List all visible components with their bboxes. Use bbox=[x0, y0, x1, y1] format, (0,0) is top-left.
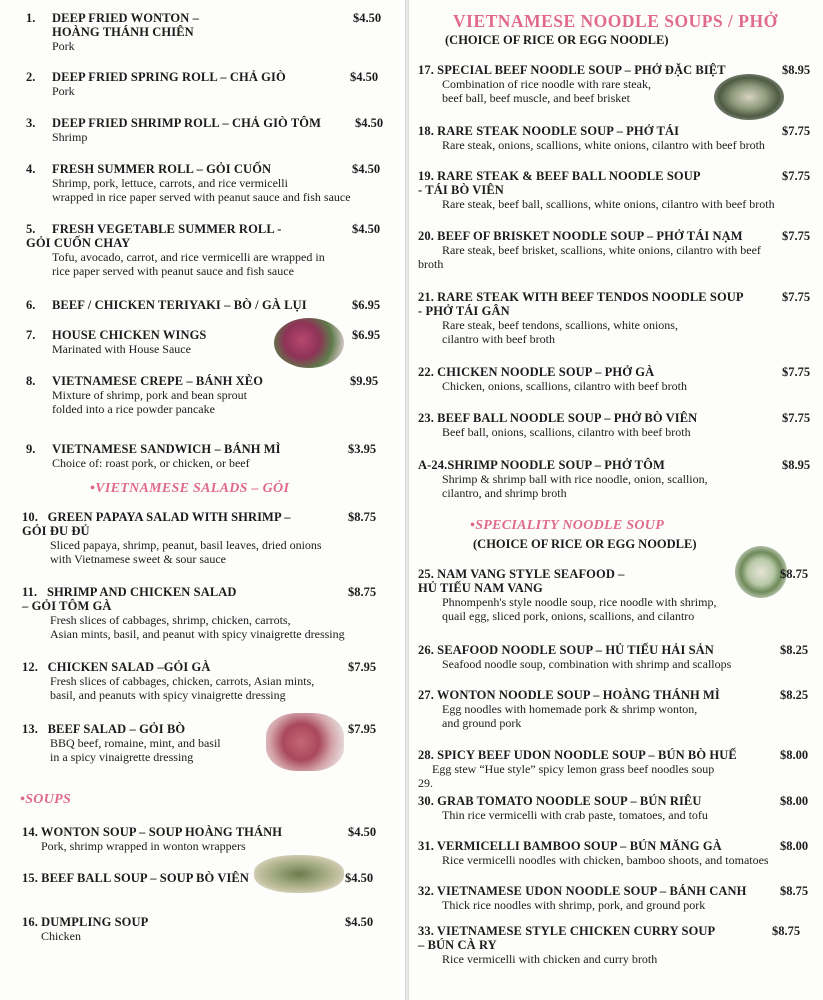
item-price: $8.75 bbox=[348, 585, 377, 599]
menu-item bbox=[418, 290, 788, 346]
item-description: Shrimp bbox=[52, 130, 88, 144]
menu-item bbox=[418, 567, 788, 623]
item-number: 9. bbox=[26, 442, 36, 456]
menu-item bbox=[418, 839, 823, 867]
item-title: BEEF SALAD – GỎI BÒ bbox=[47, 722, 186, 736]
menu-item bbox=[52, 116, 352, 144]
item-description: Rare steak, onions, scallions, white onions, cilantro with beef broth bbox=[442, 138, 765, 152]
item-title: 33. VIETNAMESE STYLE CHICKEN CURRY SOUP bbox=[418, 924, 716, 938]
item-description: and ground pork bbox=[442, 716, 522, 730]
item-description: rice paper served with peanut sauce and fish sauce bbox=[52, 264, 294, 278]
item-number-29: 29. bbox=[418, 776, 433, 790]
item-title: GREEN PAPAYA SALAD WITH SHRIMP – bbox=[47, 510, 291, 524]
menu-item bbox=[418, 411, 788, 439]
menu-item bbox=[22, 510, 352, 566]
menu-item bbox=[22, 660, 392, 702]
item-description: BBQ beef, romaine, mint, and basil bbox=[50, 736, 221, 750]
item-description: Pork bbox=[52, 84, 75, 98]
item-description: Rare steak, beef brisket, scallions, white onions, cilantro with beef bbox=[442, 243, 761, 257]
item-title-vn: – GỎI TÔM GÀ bbox=[22, 599, 112, 613]
item-number: 13. bbox=[22, 722, 38, 736]
menu-item bbox=[52, 162, 392, 204]
menu-item bbox=[22, 722, 272, 764]
item-description: Shrimp, pork, lettuce, carrots, and rice vermicelli bbox=[52, 176, 288, 190]
item-description: Thin rice vermicelli with crab paste, tomatoes, and tofu bbox=[442, 808, 708, 822]
item-title: 23. BEEF BALL NOODLE SOUP – PHỞ BÒ VIÊN bbox=[418, 411, 698, 425]
menu-item bbox=[52, 374, 342, 416]
item-title: 19. RARE STEAK & BEEF BALL NOODLE SOUP bbox=[418, 169, 701, 183]
item-description: broth bbox=[418, 257, 444, 271]
item-number: 2. bbox=[26, 70, 36, 84]
menu-item bbox=[52, 11, 342, 53]
item-description: Fresh slices of cabbages, chicken, carrots, Asian mints, bbox=[50, 674, 315, 688]
item-title: 32. VIETNAMESE UDON NOODLE SOUP – BÁNH CANH bbox=[418, 884, 747, 898]
item-title-vn: – BÚN CÀ RY bbox=[418, 938, 497, 952]
item-price: $4.50 bbox=[345, 915, 374, 929]
item-title: DEEP FRIED WONTON – bbox=[52, 11, 199, 25]
item-description: with Vietnamese sweet & sour sauce bbox=[50, 552, 227, 566]
item-price: $8.95 bbox=[782, 63, 811, 77]
pho-choice-note: (CHOICE OF RICE OR EGG NOODLE) bbox=[445, 33, 669, 47]
item-title-vn: - TÁI BÒ VIÊN bbox=[418, 183, 504, 197]
menu-item bbox=[22, 585, 392, 641]
item-description: Rare steak, beef tendons, scallions, white onions, bbox=[442, 318, 678, 332]
item-description: Seafood noodle soup, combination with shrimp and scallops bbox=[442, 657, 732, 671]
item-title: FRESH VEGETABLE SUMMER ROLL - bbox=[52, 222, 282, 236]
menu-item bbox=[418, 794, 788, 822]
item-description: Choice of: roast pork, or chicken, or beef bbox=[52, 456, 250, 470]
item-number: 4. bbox=[26, 162, 36, 176]
menu-item bbox=[418, 924, 788, 966]
item-description: Pork, shrimp wrapped in wonton wrappers bbox=[41, 839, 246, 853]
item-description: Asian mints, basil, and peanut with spicy vinaigrette dressing bbox=[50, 627, 345, 641]
item-description: cilantro with beef broth bbox=[442, 332, 555, 346]
item-description: Mixture of shrimp, pork and bean sprout bbox=[52, 388, 247, 402]
item-title: DEEP FRIED SHRIMP ROLL – CHẢ GIÒ TÔM bbox=[52, 116, 322, 130]
item-number: 10. bbox=[22, 510, 38, 524]
menu-item bbox=[26, 222, 392, 278]
item-title: 16. DUMPLING SOUP bbox=[22, 915, 149, 929]
item-title: VIETNAMESE CREPE – BÁNH XÈO bbox=[52, 374, 264, 388]
item-description: cilantro, and shrimp broth bbox=[442, 486, 567, 500]
item-number: 6. bbox=[26, 298, 36, 312]
item-description: Tofu, avocado, carrot, and rice vermicelli are wrapped in bbox=[52, 250, 325, 264]
item-price: $9.95 bbox=[350, 374, 379, 388]
menu-item bbox=[22, 825, 352, 853]
column-divider bbox=[405, 0, 409, 1000]
item-description: Phnompenh's style noodle soup, rice noodle with shrimp, bbox=[442, 595, 717, 609]
menu-item bbox=[52, 442, 342, 470]
item-title: SHRIMP AND CHICKEN SALAD bbox=[46, 585, 237, 599]
item-price: $8.25 bbox=[780, 643, 809, 657]
salads-section-heading: •VIETNAMESE SALADS – GỎI bbox=[90, 481, 290, 496]
item-title: 14. WONTON SOUP – SOUP HOÀNG THÁNH bbox=[22, 825, 283, 839]
item-description: Marinated with House Sauce bbox=[52, 342, 191, 356]
menu-item bbox=[418, 688, 788, 730]
item-description: Sliced papaya, shrimp, peanut, basil leaves, dried onions bbox=[50, 538, 322, 552]
soups-section-heading: •SOUPS bbox=[20, 792, 72, 807]
item-price: $4.50 bbox=[355, 116, 384, 130]
item-price: $7.75 bbox=[782, 229, 811, 243]
item-price: $7.75 bbox=[782, 169, 811, 183]
item-price: $8.75 bbox=[780, 884, 809, 898]
menu-item bbox=[52, 70, 342, 98]
beef-salad-photo bbox=[266, 713, 344, 771]
item-title-vn: HỦ TIẾU NAM VANG bbox=[418, 581, 543, 595]
item-description: Egg stew “Hue style” spicy lemon grass beef noodles soup bbox=[432, 762, 715, 776]
menu-item bbox=[418, 458, 788, 500]
item-price: $8.00 bbox=[780, 839, 809, 853]
pho-banner: VIETNAMESE NOODLE SOUPS / PHỞ bbox=[453, 11, 778, 31]
menu-item bbox=[418, 124, 818, 152]
item-price: $8.00 bbox=[780, 748, 809, 762]
item-title: 30. GRAB TOMATO NOODLE SOUP – BÚN RIÊU bbox=[418, 794, 702, 808]
item-description: folded into a rice powder pancake bbox=[52, 402, 215, 416]
item-price: $7.95 bbox=[348, 722, 377, 736]
item-description: Rice vermicelli with chicken and curry broth bbox=[442, 952, 658, 966]
item-price: $4.50 bbox=[352, 222, 381, 236]
item-price: $4.50 bbox=[348, 825, 377, 839]
beef-ball-soup-photo bbox=[254, 855, 344, 893]
item-price: $7.95 bbox=[348, 660, 377, 674]
item-price: $4.50 bbox=[353, 11, 382, 25]
item-number: 1. bbox=[26, 11, 36, 25]
menu-item bbox=[52, 298, 352, 312]
left-column bbox=[0, 0, 405, 1000]
item-description: Combination of rice noodle with rare steak, bbox=[442, 77, 651, 91]
item-price: $4.50 bbox=[345, 871, 374, 885]
item-price: $7.75 bbox=[782, 290, 811, 304]
item-description: Fresh slices of cabbages, shrimp, chicken, carrots, bbox=[50, 613, 291, 627]
item-title-vn: GỎI ĐU ĐỦ bbox=[22, 524, 90, 538]
item-description: Egg noodles with homemade pork & shrimp wonton, bbox=[442, 702, 698, 716]
item-title: DEEP FRIED SPRING ROLL – CHẢ GIÒ bbox=[52, 70, 286, 84]
item-description: Shrimp & shrimp ball with rice noodle, onion, scallion, bbox=[442, 472, 708, 486]
item-price: $8.25 bbox=[780, 688, 809, 702]
item-price: $8.75 bbox=[780, 567, 809, 581]
right-column bbox=[410, 0, 823, 1000]
chicken-wings-photo bbox=[274, 318, 344, 368]
item-description: Thick rice noodles with shrimp, pork, and ground pork bbox=[442, 898, 706, 912]
menu-item bbox=[418, 365, 788, 393]
item-price: $4.50 bbox=[352, 162, 381, 176]
item-description: in a spicy vinaigrette dressing bbox=[50, 750, 194, 764]
item-title: 25. NAM VANG STYLE SEAFOOD – bbox=[418, 567, 625, 581]
item-number: 7. bbox=[26, 328, 36, 342]
menu-item bbox=[418, 229, 818, 271]
item-description: Rice vermicelli noodles with chicken, bamboo shoots, and tomatoes bbox=[442, 853, 769, 867]
item-description: Rare steak, beef ball, scallions, white onions, cilantro with beef broth bbox=[442, 197, 775, 211]
item-title: 27. WONTON NOODLE SOUP – HOÀNG THÁNH MÌ bbox=[418, 688, 720, 702]
item-price: $7.75 bbox=[782, 365, 811, 379]
item-number: 12. bbox=[22, 660, 38, 674]
item-price: $4.50 bbox=[350, 70, 379, 84]
item-description: quail egg, sliced pork, onions, scallions, and cilantro bbox=[442, 609, 695, 623]
item-description: wrapped in rice paper served with peanut sauce and fish sauce bbox=[52, 190, 351, 204]
item-title: VIETNAMESE SANDWICH – BÁNH MÌ bbox=[52, 442, 281, 456]
item-title: HOUSE CHICKEN WINGS bbox=[52, 328, 207, 342]
item-title: 22. CHICKEN NOODLE SOUP – PHỞ GÀ bbox=[418, 365, 655, 379]
item-description: Chicken, onions, scallions, cilantro with beef broth bbox=[442, 379, 687, 393]
special-pho-photo bbox=[714, 74, 784, 120]
item-number: 5. bbox=[26, 222, 36, 236]
speciality-section-heading: •SPECIALITY NOODLE SOUP bbox=[470, 518, 665, 533]
item-title: 21. RARE STEAK WITH BEEF TENDOS NOODLE SOUP bbox=[418, 290, 744, 304]
item-title: A-24.SHRIMP NOODLE SOUP – PHỞ TÔM bbox=[418, 458, 665, 472]
item-price: $7.75 bbox=[782, 124, 811, 138]
menu-item bbox=[22, 915, 322, 943]
item-number: 3. bbox=[26, 116, 36, 130]
item-title-vn: HOÀNG THÁNH CHIÊN bbox=[52, 25, 194, 39]
item-title: 15. BEEF BALL SOUP – SOUP BÒ VIÊN bbox=[22, 871, 249, 885]
item-title: 26. SEAFOOD NOODLE SOUP – HỦ TIẾU HẢI SẢN bbox=[418, 643, 714, 657]
item-price: $3.95 bbox=[348, 442, 377, 456]
item-title: 28. SPICY BEEF UDON NOODLE SOUP – BÚN BÒ HUẾ bbox=[418, 748, 737, 762]
item-description: basil, and peanuts with spicy vinaigrette dressing bbox=[50, 688, 286, 702]
menu-item bbox=[418, 884, 788, 912]
item-price: $7.75 bbox=[782, 411, 811, 425]
speciality-choice-note: (CHOICE OF RICE OR EGG NOODLE) bbox=[473, 537, 697, 551]
item-title: 17. SPECIAL BEEF NOODLE SOUP – PHỞ ĐẶC BIỆT bbox=[418, 63, 726, 77]
item-price: $8.75 bbox=[348, 510, 377, 524]
item-description: beef ball, beef muscle, and beef brisket bbox=[442, 91, 630, 105]
menu-item bbox=[418, 169, 823, 211]
item-description: Pork bbox=[52, 39, 75, 53]
menu-item bbox=[418, 643, 788, 671]
item-title: CHICKEN SALAD –GỎI GÀ bbox=[47, 660, 211, 674]
item-title: FRESH SUMMER ROLL – GỎI CUỐN bbox=[52, 162, 272, 176]
menu-item bbox=[52, 328, 272, 356]
item-title: 31. VERMICELLI BAMBOO SOUP – BÚN MĂNG GÀ bbox=[418, 839, 722, 853]
item-title: 18. RARE STEAK NOODLE SOUP – PHỞ TÁI bbox=[418, 124, 680, 138]
menu-item bbox=[418, 748, 788, 790]
item-number: 8. bbox=[26, 374, 36, 388]
item-title-vn: GỎI CUỐN CHAY bbox=[26, 236, 131, 250]
item-price: $6.95 bbox=[352, 298, 381, 312]
item-price: $8.95 bbox=[782, 458, 811, 472]
item-title: BEEF / CHICKEN TERIYAKI – BÒ / GÀ LỤI bbox=[52, 298, 307, 312]
menu-item bbox=[22, 871, 282, 885]
item-price: $6.95 bbox=[352, 328, 381, 342]
item-price: $8.75 bbox=[772, 924, 801, 938]
item-price: $8.00 bbox=[780, 794, 809, 808]
item-description: Beef ball, onions, scallions, cilantro with beef broth bbox=[442, 425, 691, 439]
item-title-vn: - PHỞ TÁI GÂN bbox=[418, 304, 510, 318]
item-number: 11. bbox=[22, 585, 38, 599]
item-description: Chicken bbox=[41, 929, 81, 943]
item-title: 20. BEEF OF BRISKET NOODLE SOUP – PHỞ TÁI NẠM bbox=[418, 229, 743, 243]
